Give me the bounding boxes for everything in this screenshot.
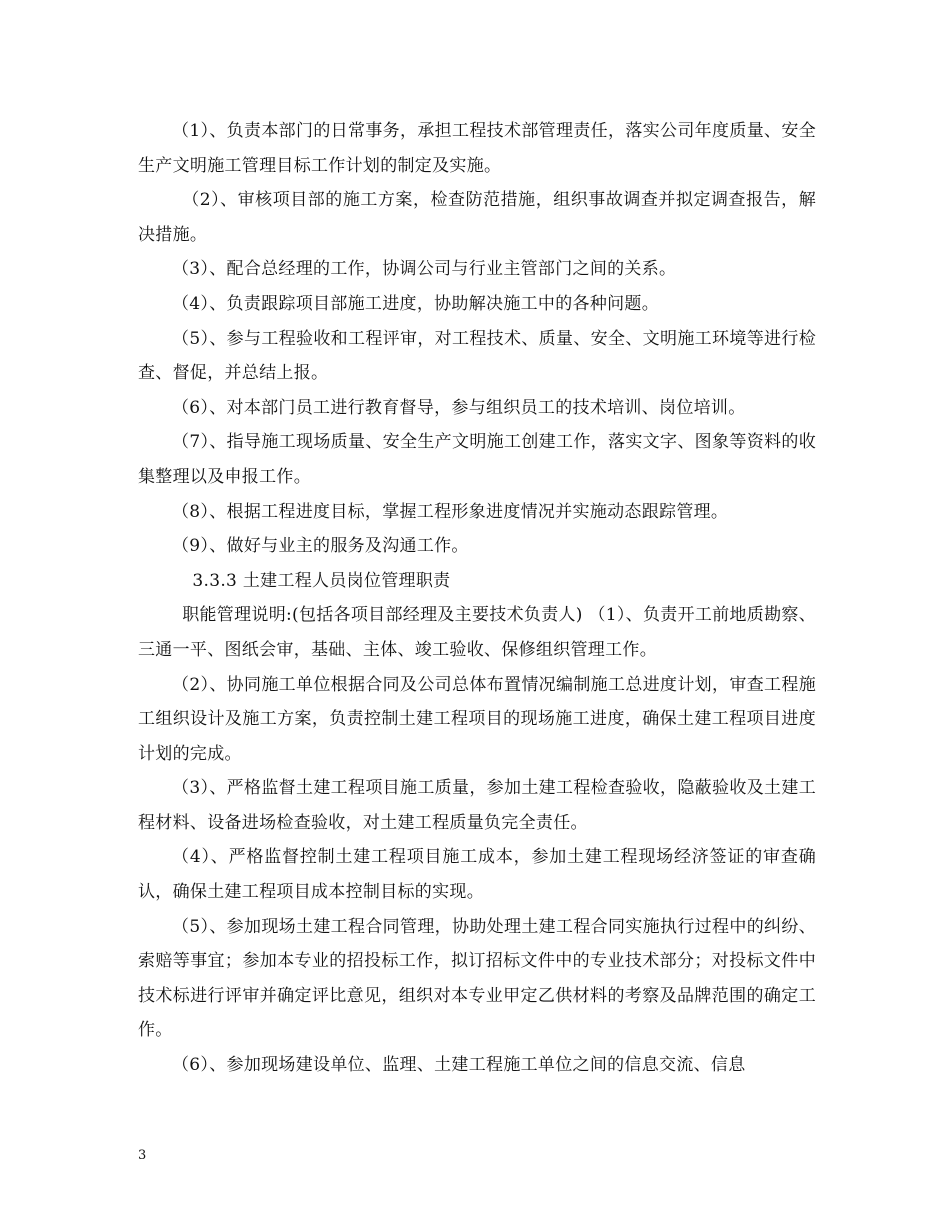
paragraph-civil-3: （3）、严格监督土建工程项目施工质量，参加土建工程检查验收，隐蔽验收及土建工程材料、设备进场检查验收，对土建工程质量负完全责任。 — [138, 778, 816, 833]
paragraph-duty-7: （7）、指导施工现场质量、安全生产文明施工创建工作，落实文字、图象等资料的收集整理以及申报工作。 — [138, 432, 816, 487]
paragraph-civil-5: （5）、参加现场土建工程合同管理，协助处理土建工程合同实施执行过程中的纠纷、索赔等事宜；参加本专业的招投标工作，拟订招标文件中的专业技术部分；对投标文件中技术标进行评审并确定评比意见，组织对本专业甲定乙供材料的考察及品牌范围的确定工作。 — [138, 916, 816, 1041]
paragraph-civil-6: （6）、参加现场建设单位、监理、土建工程施工单位之间的信息交流、信息 — [172, 1055, 746, 1076]
paragraph-duty-4: （4）、负责跟踪项目部施工进度，协助解决施工中的各种问题。 — [172, 293, 660, 314]
paragraph-duty-6: （6）、对本部门员工进行教育督导，参与组织员工的技术培训、岗位培训。 — [172, 397, 746, 418]
paragraph-duty-8: （8）、根据工程进度目标，掌握工程形象进度情况并实施动态跟踪管理。 — [172, 501, 729, 522]
section-heading: 3.3.3 土建工程人员岗位管理职责 — [192, 570, 451, 591]
paragraph-duty-2: （2）、审核项目部的施工方案，检查防范措施，组织事故调查并拟定调查报告，解决措施。 — [138, 190, 816, 245]
paragraph-civil-2: （2）、协同施工单位根据合同及公司总体布置情况编制施工总进度计划，审查工程施工组织设计及施工方案，负责控制土建工程项目的现场施工进度，确保土建工程项目进度计划的完成。 — [138, 674, 816, 764]
paragraph-civil-4: （4）、严格监督控制土建工程项目施工成本，参加土建工程现场经济签证的审查确认，确保土建工程项目成本控制目标的实现。 — [138, 847, 816, 903]
paragraph-civil-intro: 职能管理说明:(包括各项目部经理及主要技术负责人) （1）、负责开工前地质勘察、三通一平、图纸会审，基础、主体、竣工验收、保修组织管理工作。 — [138, 605, 816, 660]
paragraph-duty-9: （9）、做好与业主的服务及沟通工作。 — [172, 536, 469, 557]
document-body — [138, 114, 816, 1083]
page-number: 3 — [138, 1148, 147, 1163]
paragraph-duty-5: （5）、参与工程验收和工程评审，对工程技术、质量、安全、文明施工环境等进行检查、督促，并总结上报。 — [138, 328, 816, 384]
paragraph-duty-3: （3）、配合总经理的工作，协调公司与行业主管部门之间的关系。 — [172, 259, 677, 280]
paragraph-duty-1: （1）、负责本部门的日常事务，承担工程技术部管理责任，落实公司年度质量、安全生产文明施工管理目标工作计划的制定及实施。 — [138, 121, 816, 176]
